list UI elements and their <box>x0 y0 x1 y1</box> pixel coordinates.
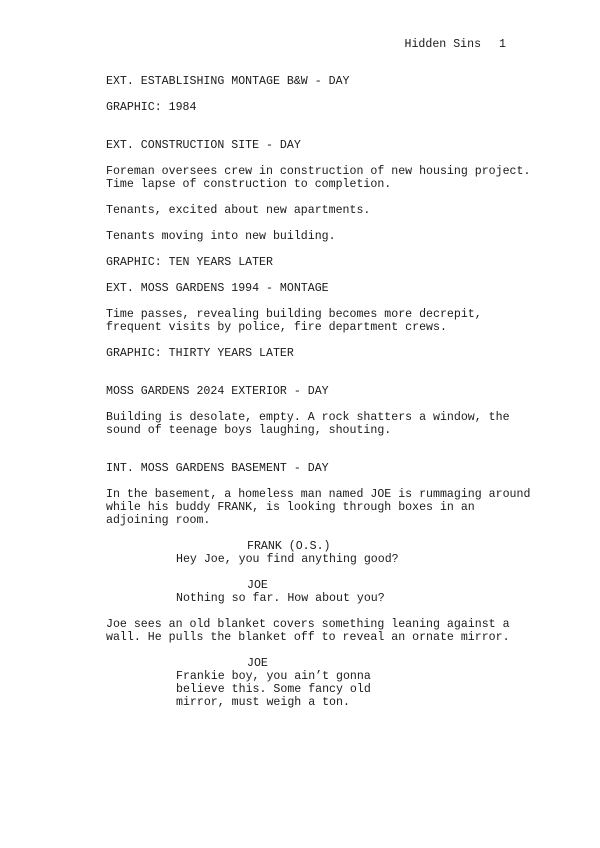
dialogue-line: Nothing so far. How about you? <box>176 592 385 605</box>
action-line: adjoining room. <box>106 514 211 527</box>
script-body <box>106 75 536 709</box>
action-line: In the basement, a homeless man named JOE is rummaging around <box>106 488 531 501</box>
action-block <box>106 165 536 191</box>
dialogue-line: Hey Joe, you find anything good? <box>176 553 399 566</box>
script-title: Hidden Sins <box>404 38 482 51</box>
action-line: Building is desolate, empty. A rock shatters a window, the <box>106 411 510 424</box>
action-line: frequent visits by police, fire department crews. <box>106 321 447 334</box>
scene-heading: INT. MOSS GARDENS BASEMENT - DAY <box>106 462 329 475</box>
action-line: wall. He pulls the blanket off to reveal an ornate mirror. <box>106 631 510 644</box>
action-block <box>106 411 536 437</box>
action-line: GRAPHIC: TEN YEARS LATER <box>106 256 273 269</box>
scene-heading: MOSS GARDENS 2024 EXTERIOR - DAY <box>106 385 329 398</box>
character-cue: FRANK (O.S.) <box>247 540 331 553</box>
dialogue-line: mirror, must weigh a ton. <box>176 696 350 709</box>
scene-heading: EXT. ESTABLISHING MONTAGE B&W - DAY <box>106 75 350 88</box>
action-line: Foreman oversees crew in construction of new housing project. <box>106 165 531 178</box>
scene-heading: EXT. CONSTRUCTION SITE - DAY <box>106 139 301 152</box>
dialogue-line: Frankie boy, you ain’t gonna <box>176 670 371 683</box>
scene-heading: EXT. MOSS GARDENS 1994 - MONTAGE <box>106 282 329 295</box>
dialogue-line: believe this. Some fancy old <box>176 683 371 696</box>
action-line: Time passes, revealing building becomes more decrepit, <box>106 308 482 321</box>
page-number: 1 <box>499 38 506 51</box>
action-line: sound of teenage boys laughing, shouting. <box>106 424 392 437</box>
action-block <box>106 488 536 527</box>
action-line: Tenants moving into new building. <box>106 230 336 243</box>
action-block <box>106 618 536 644</box>
action-line: GRAPHIC: 1984 <box>106 101 197 114</box>
action-line: while his buddy FRANK, is looking through boxes in an <box>106 501 475 514</box>
action-line: Tenants, excited about new apartments. <box>106 204 371 217</box>
page-header <box>405 38 507 51</box>
character-cue: JOE <box>247 579 268 592</box>
character-cue: JOE <box>247 657 268 670</box>
action-line: GRAPHIC: THIRTY YEARS LATER <box>106 347 294 360</box>
action-line: Joe sees an old blanket covers something leaning against a <box>106 618 510 631</box>
action-block <box>106 308 536 334</box>
action-line: Time lapse of construction to completion. <box>106 178 392 191</box>
dialogue-block <box>106 670 536 709</box>
